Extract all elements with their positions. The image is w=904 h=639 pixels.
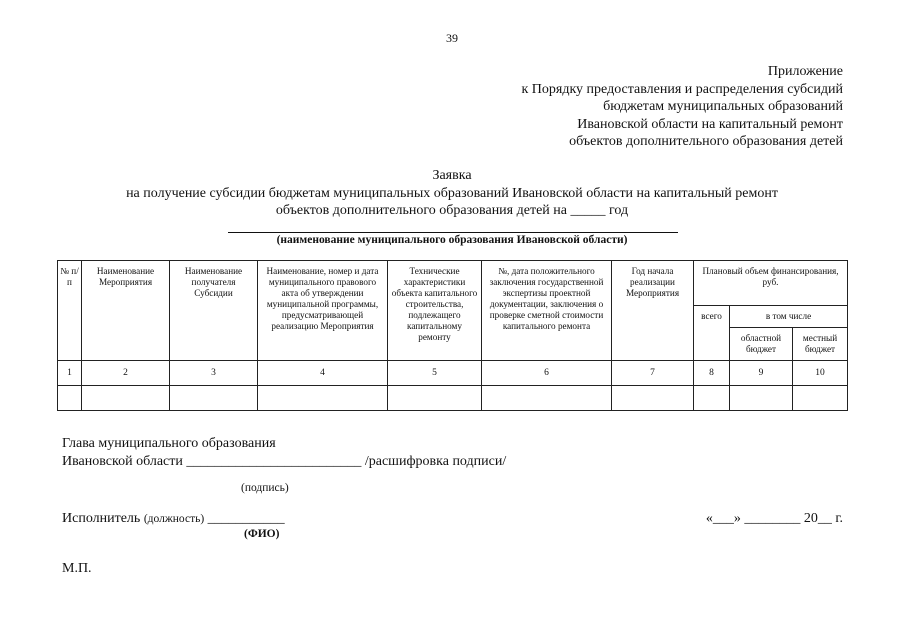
header-financing: Плановый объем финансирования, руб. xyxy=(694,261,848,306)
fio-caption: (ФИО) xyxy=(244,528,280,540)
header-local-budget: местный бюджет xyxy=(793,328,848,361)
appendix-line: бюджетам муниципальных образований xyxy=(603,99,843,114)
column-number: 2 xyxy=(82,361,170,386)
title-line: Заявка xyxy=(432,168,472,183)
table-cell[interactable] xyxy=(730,386,793,411)
column-number: 10 xyxy=(793,361,848,386)
table-cell[interactable] xyxy=(793,386,848,411)
column-number: 6 xyxy=(482,361,612,386)
header-event-name: Наименование Мероприятия xyxy=(82,261,170,361)
executor-position: (должность) xyxy=(143,513,205,525)
table-cell[interactable] xyxy=(82,386,170,411)
header-tech-characteristics: Технические характеристики объекта капитального строительства, подлежащего капитальному ремонту xyxy=(388,261,482,361)
header-regional-budget: областной бюджет xyxy=(730,328,793,361)
header-number: № п/п xyxy=(58,261,82,361)
header-start-year: Год начала реализации Мероприятия xyxy=(612,261,694,361)
table-cell[interactable] xyxy=(612,386,694,411)
column-number: 4 xyxy=(258,361,388,386)
header-legal-act: Наименование, номер и дата муниципального правового акта об утверждении муниципальной программы, предусматривающей реализацию Мероприятия xyxy=(258,261,388,361)
table-cell[interactable] xyxy=(694,386,730,411)
table-cell[interactable] xyxy=(58,386,82,411)
title-line: на получение субсидии бюджетам муниципальных образований Ивановской области на капитальный ремонт xyxy=(126,185,778,201)
application-table xyxy=(57,260,848,411)
column-number: 8 xyxy=(694,361,730,386)
header-total: всего xyxy=(694,306,730,361)
column-number-row xyxy=(58,361,848,386)
table-row xyxy=(58,386,848,411)
header-including: в том числе xyxy=(730,306,848,328)
table-cell[interactable] xyxy=(258,386,388,411)
table-cell[interactable] xyxy=(170,386,258,411)
page-number: 39 xyxy=(446,31,458,45)
header-recipient: Наименование получателя Субсидии xyxy=(170,261,258,361)
column-number: 3 xyxy=(170,361,258,386)
appendix-line: объектов дополнительного образования детей xyxy=(569,134,843,149)
header-expertise: №, дата положительного заключения государственной экспертизы проектной документации, заключения о проверке сметной стоимости капитального ремонта xyxy=(482,261,612,361)
mo-name-caption: (наименование муниципального образования Ивановской области) xyxy=(276,234,628,246)
table-cell[interactable] xyxy=(388,386,482,411)
date-line: «___» ________ 20__ г. xyxy=(705,511,843,526)
column-number: 9 xyxy=(730,361,793,386)
title-line: объектов дополнительного образования детей на _____ год xyxy=(275,203,629,218)
column-number: 1 xyxy=(58,361,82,386)
document-title xyxy=(0,167,904,220)
signature-caption: (подпись) xyxy=(241,482,289,494)
executor-label: Исполнитель xyxy=(62,511,141,526)
appendix-line: к Порядку предоставления и распределения субсидий xyxy=(521,81,843,97)
column-number: 7 xyxy=(612,361,694,386)
executor-line xyxy=(62,510,285,528)
table-cell[interactable] xyxy=(482,386,612,411)
appendix-line: Ивановской области на капитальный ремонт xyxy=(577,116,843,132)
appendix-line: Приложение xyxy=(767,64,843,79)
executor-blank: ___________ xyxy=(204,511,285,526)
mo-name-line xyxy=(228,232,678,233)
head-signature-line2: Ивановской области _________________________ /расшифровка подписи/ xyxy=(62,454,507,469)
column-number: 5 xyxy=(388,361,482,386)
appendix-header xyxy=(521,63,843,151)
head-signature-line1: Глава муниципального образования xyxy=(62,436,276,451)
stamp-place: М.П. xyxy=(62,561,92,576)
